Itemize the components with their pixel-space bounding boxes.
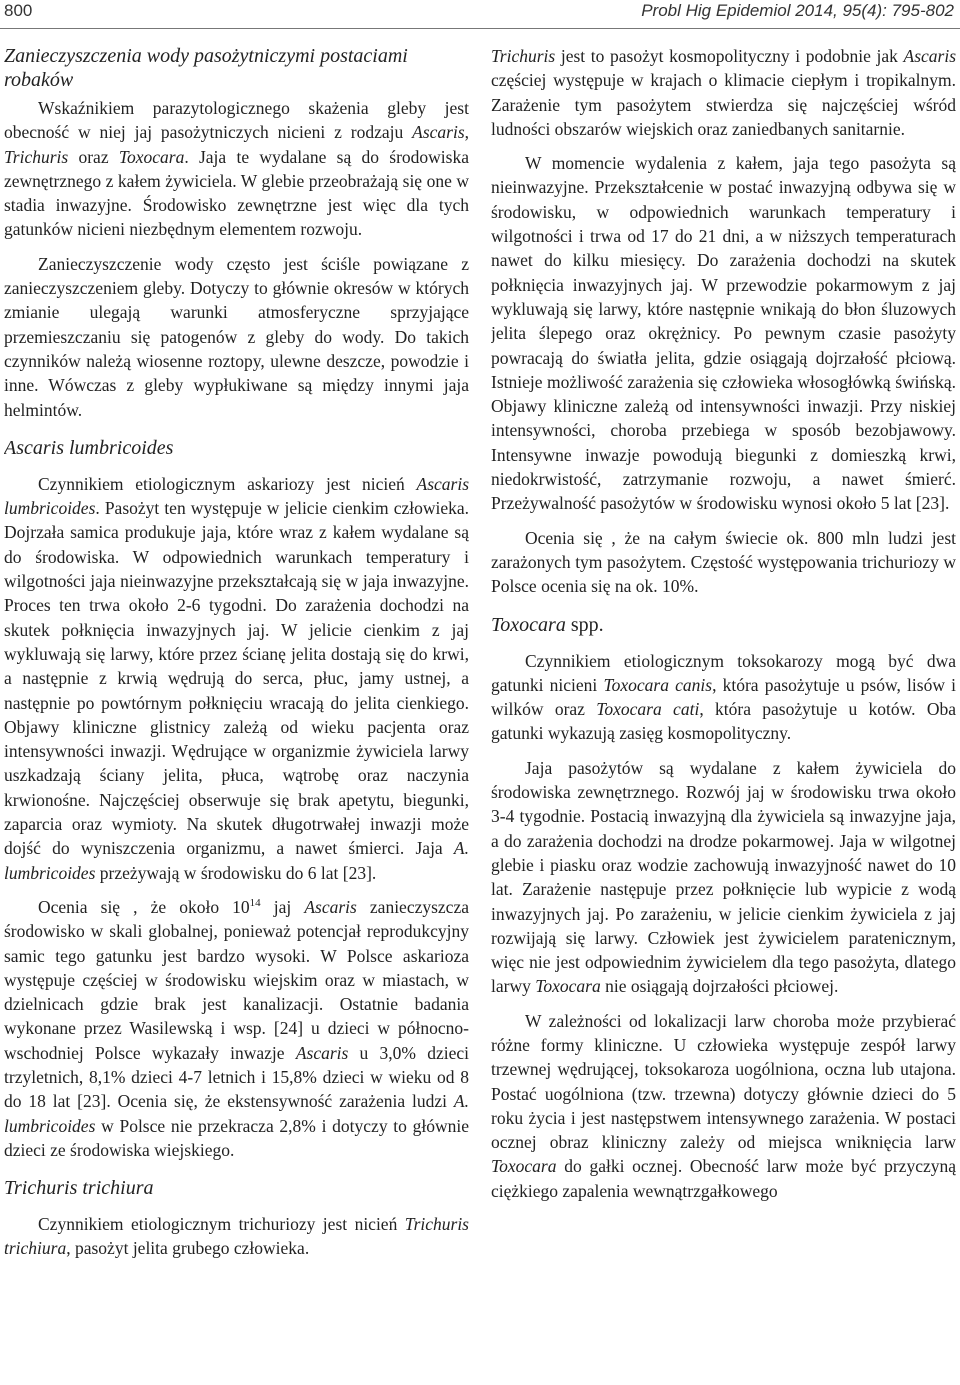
text-run: przeżywają w środowisku do 6 lat [23]. [95, 862, 377, 883]
text-run: do gałki ocznej. Obecność larw może być przyczyną ciężkiego zapalenia wewnątrzgałkowego [491, 1156, 956, 1201]
text-run: Czynnikiem etiologicznym toksokarozy mogą być dwa gatunki nicieni [491, 650, 956, 695]
paragraph [4, 895, 469, 1162]
text-run: . Jaja te wydalane są do środowiska zewnętrznego z kałem żywiciela. W glebie przeobrażają się one w stadia inwazyjne. Środowisko zewnętrzne jest więc dla tych gatunków nicieni niezbędnym elementem rozwoju. [4, 146, 469, 240]
right-column [491, 44, 956, 1379]
italic-term: Toxocara canis [603, 674, 713, 695]
italic-term: Toxocara [118, 146, 185, 167]
paragraph [4, 472, 469, 885]
paragraph [491, 44, 956, 141]
text-run: zanieczyszcza środowisko w skali globalnej, ponieważ potencjał reprodukcyjny samic tego gatunku jest bardzo wysoki. W Polsce askarioza występuje częściej w środowisku wiejskim oraz w miastach, w dzielnicach gdzie brak jest kanalizacji. Ostatnie badania wykonane przez Wasilewską i wsp. [24] u dzieci w północno-wschodniej Polsce wykazały inwazje [4, 896, 469, 1063]
paragraph [4, 1212, 469, 1261]
text-run: Jaja pasożytów są wydalane z kałem żywiciela do środowiska zewnętrznego. Rozwój jaj w środowisku trwa około 3-4 tygodnie. Postacią inwazyjną dla żywiciela są inwazyjne jaja, a do zarażenia dochodzi na drodze pokarmowej. Jaja w wilgotnej glebie i piasku oraz wodzie zachowują inwazyjność nawet do 10 lat. Zarażenie następuje przez połknięcie lub wypicie z wodą inwazyjnych jaj. Po zarażeniu, w jelicie cienkim żywiciela z jaj rozwijają się larwy. Człowiek jest żywicielem paratenicznym, więc nie jest odpowiednim żywicielem dla tego pasożyta, dlatego larwy [491, 757, 956, 997]
text-run: , [464, 122, 469, 143]
text-run: u 3,0% dzieci trzyletnich, 8,1% dzieci 4-7 letnich i 15,8% dzieci w wieku od 8 do 18 lat [23]. Ocenia się, że ekstensywność zarażenia ludzi [4, 1042, 469, 1112]
page-number: 800 [4, 1, 33, 20]
journal-citation: Probl Hig Epidemiol 2014, 95(4): 795-802 [641, 1, 954, 20]
paragraph [491, 649, 956, 746]
italic-term: Ascaris [304, 896, 357, 917]
text-run: częściej występuje w krajach o klimacie ciepłym i tropikalnym. Zarażenie tym pasożytem stwierdza się najczęściej wśród ludności obszarów wiejskich oraz zaniedbanych sanitarnie. [491, 70, 956, 139]
section-title-ascaris: Ascaris lumbricoides [4, 436, 174, 459]
italic-term: Toxocara [491, 1156, 557, 1177]
section-title-toxocara-genus: Toxocara [491, 613, 566, 636]
italic-term: Toxocara [535, 976, 601, 997]
italic-term: Ascaris lumbricoides [4, 473, 469, 519]
italic-term: Ascaris [295, 1042, 349, 1063]
paragraph [491, 526, 956, 599]
text-run: , która pasożytuje u kotów. Oba gatunki wykazują zasięg kosmopolityczny. [491, 699, 956, 744]
paragraph [491, 151, 956, 515]
section-title-toxocara [491, 613, 956, 637]
text-run: Wskaźnikiem parazytologicznego skażenia gleby jest obecność w niej jaj pasożytniczych nicieni z rodzaju [4, 98, 469, 143]
text-run: Ocenia się , że około 10 [38, 896, 250, 917]
italic-term: Toxocara cati [596, 699, 700, 720]
text-run: nie osiągają dojrzałości płciowej. [600, 976, 839, 997]
section-title-toxocara-spp: spp. [565, 613, 604, 636]
text-run: W momencie wydalenia z kałem, jaja tego pasożyta są nieinwazyjne. Przekształcenie w postać inwazyjną odbywa się w środowisku, w odpowiednich warunkach temperatury i wilgotności i trwa od 17 do 21 dni, a w niższych temperaturach nawet do kilku miesięcy. Do zarażenia dochodzi na skutek połknięcia inwazyjnych jaj. W przewodzie pokarmowym z jaj wykluwają się larwy, które następnie wnikają do błon śluzowych jelita ślepego oraz okrężnicy. Po pewnym czasie pasożyty powracają do światła jelita, gdzie osiągają dojrzałość płciową. Istnieje możliwość zarażenia się człowieka włosogłówką świńską. Objawy kliniczne zależą od intensywności inwazji. Przy niskiej intensywności, choroba przebiega w sposób bezobjawowy. Intensywne inwazje powodują biegunki z domieszką krwi, niedokrwistość, zatrzymanie rozwoju, a nawet śmierć. Przeżywalność pasożytów w środowisku wynosi około 5 lat [23]. [491, 153, 956, 514]
text-run: , która pasożytuje u psów, lisów i wilków oraz [491, 674, 956, 720]
text-run: , pasożyt jelita grubego człowieka. [66, 1238, 310, 1259]
text-run: . Pasożyt ten występuje w jelicie cienkim człowieka. Dojrzała samica produkuje jaja, które wraz z kałem wydalane są do środowiska. W odpowiednich warunkach temperatury i wilgotności jaja nieinwazyjne przekształcają się w jaja inwazyjne. Proces ten trwa około 2-6 tygodni. Do zarażenia dochodzi na skutek połknięcia inwazyjnych jaj. W jelicie cienkim z jaj wykluwają się larwy, które przez ścianę jelita dostają się do krwi, a następnie z krwią wędrują do serca, płuc, jamy ustnej, a następnie po powtórnym połknięciu wracają do jelita cienkiego. Objawy kliniczne glistnicy zależą od wieku pacjenta oraz intensywności inwazji. Wędrujące w organizmie żywiciela larwy uszkadzają ściany jelita, płuca, wątrobę oraz naczynia krwionośne. Najczęściej obserwuje się brak apetytu, biegunki, zaparcia oraz wymioty. Na skutek długotrwałej inwazji może dojść do wyniszczenia organizmu, a nawet śmierci. Jaja [4, 498, 469, 859]
text-run: w Polsce nie przekracza 2,8% i dotyczy to głównie dzieci ze środowiska wiejskiego. [4, 1115, 469, 1160]
paragraph [4, 96, 469, 242]
paragraph [491, 1009, 956, 1203]
text-run: jest to pasożyt kosmopolityczny i podobnie jak [555, 46, 904, 66]
paragraph [491, 756, 956, 999]
text-run: W zależności od lokalizacji larw choroba może przybierać różne formy kliniczne. U człowieka występuje zespół larwy trzewnej wędrującej, toksokaroza uogólniona, oczna lub utajona. Postać uogólniona (tzw. trzewna) dotyczy głównie dzieci do 5 roku życia i jest następstwem intensywnego zarażenia. W postaci ocznej obraz kliniczny zależy od miejsca wniknięcia larw [491, 1010, 956, 1153]
italic-term: A. lumbricoides [4, 1091, 469, 1136]
italic-term: Ascaris [903, 46, 956, 66]
text-run: Zanieczyszczenie wody często jest ściśle powiązane z zanieczyszczeniem gleby. Dotyczy to głównie okresów w których zmianie ulegają warunki atmosferyczne sprzyjające przemieszczaniu się patogenów z gleby do wody. Do takich czynników należą wiosenne roztopy, ulewne deszcze, powodzie i inne. Wówczas z gleby wypłukiwane są między innymi jaja helmintów. [4, 253, 469, 420]
text-run: Czynnikiem etiologicznym trichuriozy jest nicień [38, 1214, 405, 1235]
text-run: jaj [260, 896, 305, 917]
text-run: Czynnikiem etiologicznym askariozy jest nicień [38, 473, 417, 494]
italic-term: Trichuris [491, 46, 556, 66]
running-header [0, 0, 960, 29]
text-run: Ocenia się , że na całym świecie ok. 800 mln ludzi jest zarażonych tym pasożytem. Częstość występowania trichuriozy w Polsce ocenia się na ok. 10%. [491, 527, 956, 597]
italic-term: Trichuris trichiura [4, 1214, 469, 1259]
italic-term: Ascaris [412, 122, 465, 143]
left-column [4, 44, 469, 1379]
italic-term: Trichuris [4, 146, 69, 167]
superscript: 14 [249, 897, 261, 910]
paragraph [4, 252, 469, 422]
text-run: oraz [68, 146, 119, 167]
section-title-trichuris: Trichuris trichiura [4, 1177, 154, 1200]
italic-term: A. lumbricoides [4, 838, 469, 883]
section-title-water-contamination: Zanieczyszczenia wody pasożytniczymi postaciami robaków [4, 45, 408, 91]
